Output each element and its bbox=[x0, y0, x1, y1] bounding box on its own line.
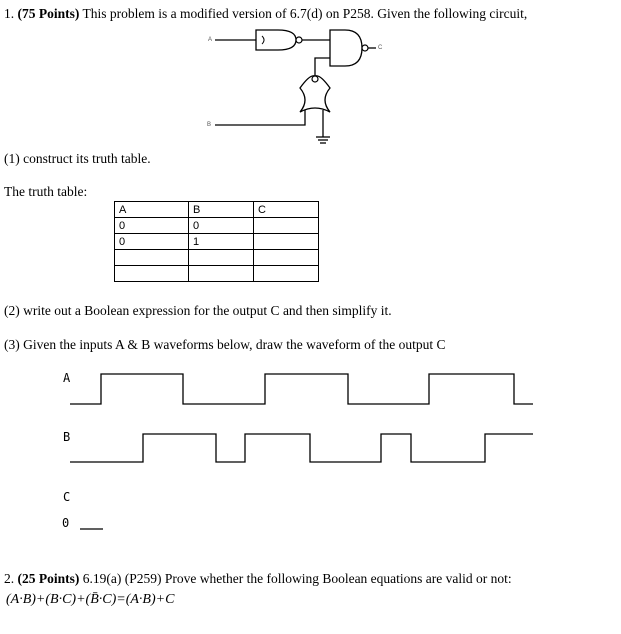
truth-table-label: The truth table: bbox=[4, 184, 88, 199]
q1-text: This problem is a modified version of 6.7(d) on P258. Given the following circuit, bbox=[82, 6, 528, 21]
q1-points: (75 Points) bbox=[17, 6, 80, 21]
cell-b: 1 bbox=[189, 234, 254, 250]
q2-header bbox=[4, 571, 512, 587]
header-b: B bbox=[189, 202, 254, 218]
waveform-b bbox=[70, 434, 533, 462]
wave-label-c-zero: 0 bbox=[62, 516, 70, 530]
q2-equation: (A·B)+(B·C)+(B̄·C)=(A·B)+C bbox=[6, 592, 175, 607]
circuit-label-b: B bbox=[207, 122, 212, 128]
part1-text: (1) construct its truth table. bbox=[4, 151, 151, 166]
wave-label-a: A bbox=[63, 371, 71, 385]
q2-text: 6.19(a) (P259) Prove whether the following Boolean equations are valid or not: bbox=[82, 571, 512, 586]
wave-label-b: B bbox=[63, 430, 71, 444]
header-a: A bbox=[115, 202, 189, 218]
part2-text: (2) write out a Boolean expression for the output C and then simplify it. bbox=[4, 303, 392, 318]
cell-a: 0 bbox=[115, 218, 189, 234]
waveform-a bbox=[70, 374, 533, 404]
circuit-label-a: A bbox=[208, 37, 213, 43]
part3-text: (3) Given the inputs A & B waveforms below, draw the waveform of the output C bbox=[4, 337, 446, 352]
q2-points: (25 Points) bbox=[17, 571, 80, 586]
cell-a: 0 bbox=[115, 234, 189, 250]
q1-number: 1. bbox=[4, 6, 15, 21]
wave-label-c: C bbox=[63, 490, 71, 504]
q2-number: 2. bbox=[4, 571, 15, 586]
circuit-label-c: C bbox=[378, 45, 383, 51]
header-c: C bbox=[254, 202, 319, 218]
cell-b: 0 bbox=[189, 218, 254, 234]
